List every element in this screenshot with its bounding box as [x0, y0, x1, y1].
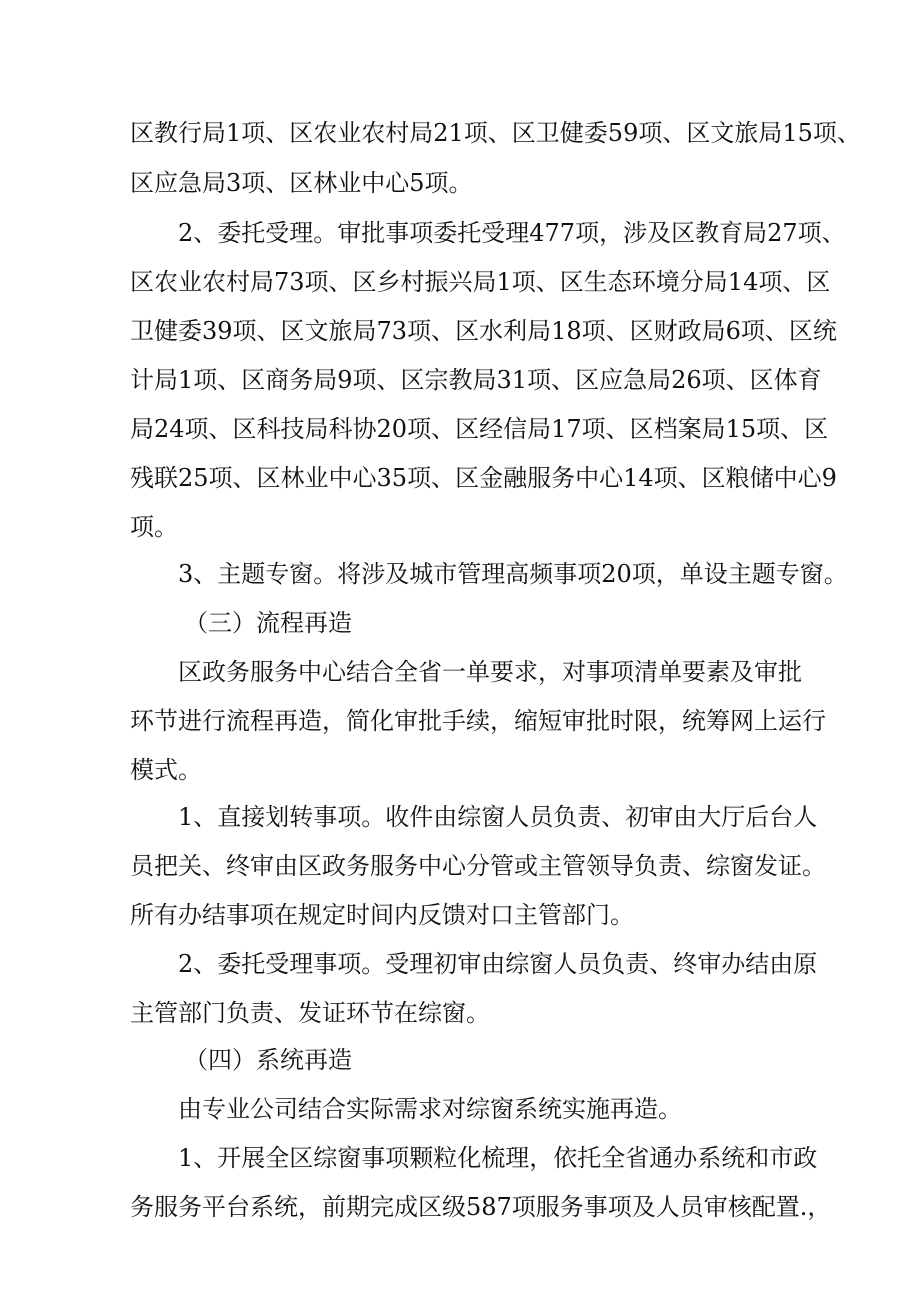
text-line: 主管部门负责、发证环节在综窗。 — [130, 999, 490, 1027]
text-line: 区政务服务中心结合全省一单要求，对事项清单要素及审批 — [178, 658, 802, 686]
text-line: 区农业农村局73项、区乡村振兴局1项、区生态环境分局14项、区 — [130, 268, 831, 296]
text-line: 1、直接划转事项。收件由综窗人员负责、初审由大厅后台人 — [178, 803, 818, 831]
text-line: 2、委托受理。审批事项委托受理477项，涉及区教育局27项、 — [178, 219, 846, 247]
text-line: 项。 — [130, 513, 178, 541]
text-line: 3、主题专窗。将涉及城市管理高频事项20项，单设主题专窗。 — [178, 560, 848, 588]
text-line: 模式。 — [130, 756, 202, 784]
text-line: 残联25项、区林业中心35项、区金融服务中心14项、区粮储中心9 — [130, 464, 837, 492]
section-heading: （三）流程再造 — [184, 609, 352, 637]
section-heading: （四）系统再造 — [184, 1046, 352, 1074]
text-line: 由专业公司结合实际需求对综窗系统实施再造。 — [178, 1095, 682, 1123]
text-line: 区教行局1项、区农业农村局21项、区卫健委59项、区文旅局15项、 — [130, 119, 861, 147]
text-line: 计局1项、区商务局9项、区宗教局31项、区应急局26项、区体育 — [130, 366, 822, 394]
text-line: 所有办结事项在规定时间内反馈对口主管部门。 — [130, 901, 634, 929]
text-line: 2、委托受理事项。受理初审由综窗人员负责、终审办结由原 — [178, 950, 818, 978]
text-line: 局24项、区科技局科协20项、区经信局17项、区档案局15项、区 — [130, 415, 829, 443]
text-line: 1、开展全区综窗事项颗粒化梳理，依托全省通办系统和市政 — [178, 1144, 818, 1172]
text-line: 务服务平台系统，前期完成区级587项服务事项及人员审核配置.， — [130, 1193, 832, 1221]
text-line: 员把关、终审由区政务服务中心分管或主管领导负责、综窗发证。 — [130, 852, 826, 880]
text-line: 卫健委39项、区文旅局73项、区水利局18项、区财政局6项、区统 — [130, 317, 837, 345]
text-line: 环节进行流程再造，简化审批手续，缩短审批时限，统筹网上运行 — [130, 707, 826, 735]
text-line: 区应急局3项、区林业中心5项。 — [130, 169, 473, 197]
